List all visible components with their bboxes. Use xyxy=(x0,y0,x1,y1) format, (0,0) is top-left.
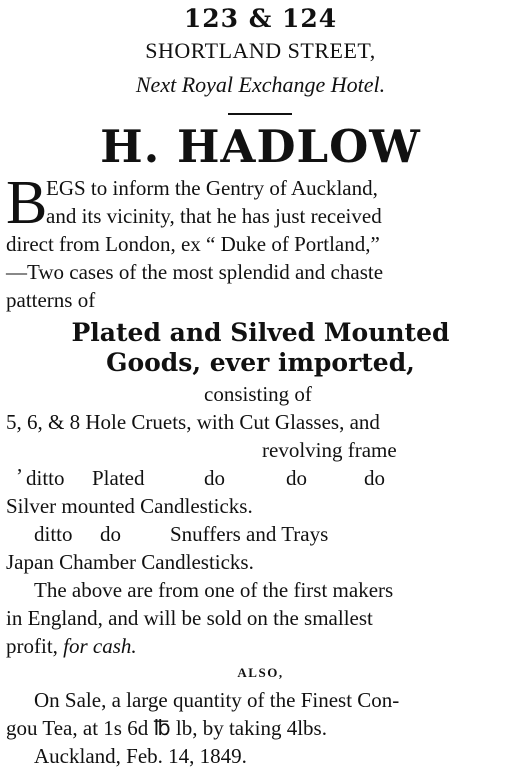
street-name: SHORTLAND STREET, xyxy=(145,38,376,63)
hotel-note: Next Royal Exchange Hotel. xyxy=(135,72,386,97)
item-revolving-frame: revolving frame xyxy=(262,438,397,462)
makers-line-2: in England, and will be sold on the smallest xyxy=(6,606,373,630)
also-label: ALSO, xyxy=(237,665,284,680)
intro-line-2: and its vicinity, that he has just received xyxy=(46,204,382,228)
item-snuffers-do: do xyxy=(100,522,121,546)
header-divider xyxy=(228,113,292,115)
makers-cash-text: for cash. xyxy=(63,634,137,658)
consisting-of: consisting of xyxy=(204,382,312,406)
item-snuffers-trays: Snuffers and Trays xyxy=(170,522,329,546)
intro-line-5: patterns of xyxy=(6,288,96,312)
item-plated-do-1: do xyxy=(204,466,225,490)
item-candlesticks: Silver mounted Candlesticks. xyxy=(6,494,253,518)
item-snuffers-ditto: ditto xyxy=(34,522,73,546)
intro-line-3: direct from London, ex “ Duke of Portland,” xyxy=(6,232,380,256)
item-plated-do-3: do xyxy=(364,466,385,490)
street-number: 123 & 124 xyxy=(183,4,338,33)
item-cruets: 5, 6, & 8 Hole Cruets, with Cut Glasses, and xyxy=(6,410,380,434)
also-line-1: On Sale, a large quantity of the Finest Con- xyxy=(34,688,400,712)
goods-heading-1: Plated and Silved Mounted xyxy=(71,318,450,347)
intro-line-4: —Two cases of the most splendid and chaste xyxy=(6,260,384,284)
item-plated-mark: ’ xyxy=(16,464,23,488)
drop-cap: B xyxy=(6,169,48,237)
item-plated-do-2: do xyxy=(286,466,307,490)
intro-line-1: EGS to inform the Gentry of Auckland, xyxy=(46,176,378,200)
item-plated-ditto: ditto xyxy=(26,466,65,490)
also-line-2: gou Tea, at 1s 6d ℔ lb, by taking 4lbs. xyxy=(6,716,327,740)
makers-line-1: The above are from one of the first makers xyxy=(34,578,394,602)
makers-line-3 xyxy=(6,636,137,657)
merchant-name: H. HADLOW xyxy=(100,120,421,173)
makers-profit-text: profit, xyxy=(6,634,64,658)
goods-heading-2: Goods, ever imported, xyxy=(106,348,415,377)
item-plated-word: Plated xyxy=(92,466,145,490)
item-japan-candlesticks: Japan Chamber Candlesticks. xyxy=(6,550,254,574)
dateline: Auckland, Feb. 14, 1849. xyxy=(34,744,247,768)
